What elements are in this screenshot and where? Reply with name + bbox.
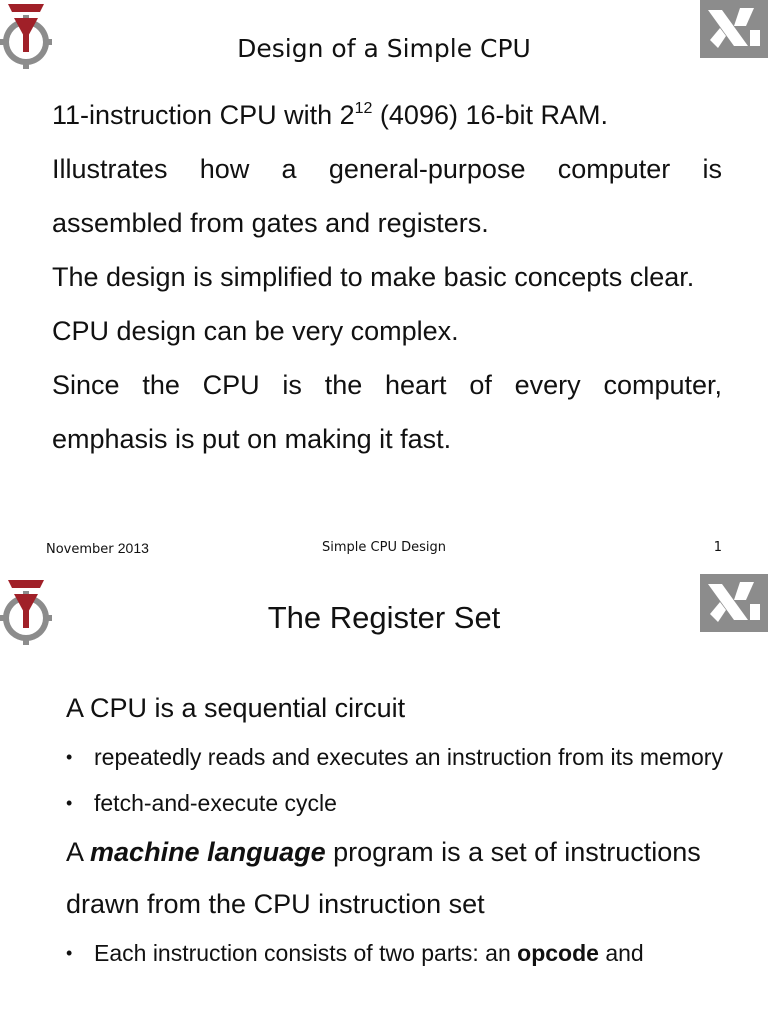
slide-title: The Register Set: [267, 600, 501, 635]
text-fragment: (4096) 16-bit RAM.: [372, 100, 609, 130]
paragraph-heart: Since the CPU is the heart of every computer, emphasis is put on making it fast.: [52, 370, 722, 454]
superscript-exponent: 12: [354, 100, 373, 117]
text-fragment: 11-instruction CPU with 2: [52, 100, 355, 130]
bullet-instruction-parts: [66, 930, 726, 976]
footer-year: 2013: [117, 540, 149, 556]
paragraph-cpu-summary: [52, 88, 722, 142]
footer-page-number: 1: [713, 540, 722, 555]
paragraph-complex: CPU design can be very complex.: [52, 316, 459, 346]
line-machine-language: [66, 826, 726, 930]
footer-month: November: [46, 542, 118, 557]
slide-body: [66, 682, 726, 976]
line-sequential-circuit: A CPU is a sequential circuit: [66, 693, 406, 723]
bullet-reads-executes: • repeatedly reads and executes an instruction from its memory: [66, 734, 726, 780]
emphasis-machine-language: machine language: [90, 837, 326, 867]
bold-opcode: opcode: [517, 940, 599, 966]
slide-2: [0, 570, 768, 1024]
slide-title: Design of a Simple CPU: [237, 34, 531, 63]
paragraph-simplified: The design is simplified to make basic concepts clear.: [52, 262, 695, 292]
text-fragment: Each instruction consists of two parts: an: [94, 940, 518, 966]
text-fragment: A: [66, 837, 91, 867]
bullet-fetch-execute: • fetch-and-execute cycle: [66, 780, 726, 826]
slide-footer: [0, 540, 768, 558]
text-fragment: program is a set of instructions drawn from the CPU instruction set: [66, 837, 701, 919]
text-fragment: and: [598, 940, 644, 966]
footer-title: Simple CPU Design: [322, 540, 446, 555]
slide-body: [52, 88, 722, 466]
paragraph-illustrates: Illustrates how a general-purpose computer is assembled from gates and registers.: [52, 154, 722, 238]
